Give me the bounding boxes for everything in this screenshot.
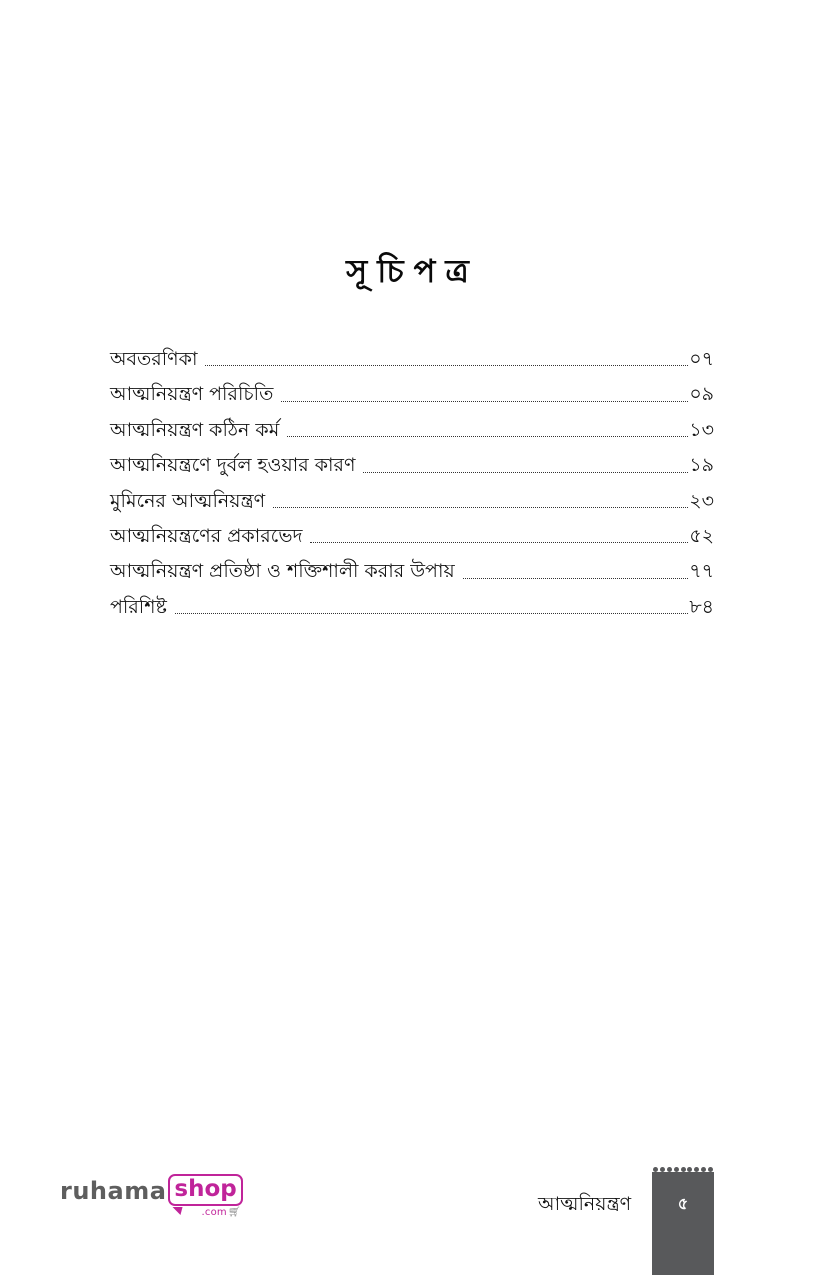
dot-leader (287, 436, 688, 437)
logo-text-ruhama: ruhama (60, 1177, 167, 1205)
toc-entry-page: ২৩ (689, 489, 714, 512)
toc-entry[interactable] (110, 554, 714, 589)
toc-entry-page: ৭৭ (689, 560, 714, 583)
toc-entry-label: আত্মনিয়ন্ত্রণ পরিচিতি (110, 383, 274, 406)
toc-entry[interactable] (110, 377, 714, 412)
toc-entry-page: ০৭ (689, 348, 714, 370)
ruhamashop-logo (60, 1174, 243, 1222)
toc-entry[interactable] (110, 342, 714, 377)
table-of-contents (110, 342, 714, 625)
logo-shop-badge (168, 1174, 242, 1218)
dot-leader (273, 507, 688, 508)
dot-leader (363, 472, 688, 473)
cart-icon: 🛒︎ (227, 1207, 241, 1218)
page-title: সূচিপত্র (346, 252, 479, 291)
toc-entry[interactable] (110, 484, 714, 519)
dot-leader (281, 401, 688, 402)
toc-entry-page: ৫২ (689, 524, 714, 547)
toc-entry[interactable] (110, 448, 714, 483)
dot-leader (310, 542, 688, 543)
dot-leader (463, 578, 689, 579)
logo-text-com: .com (201, 1207, 227, 1218)
logo-domain-suffix (202, 1207, 241, 1218)
toc-entry-label: পরিশিষ্ট (110, 595, 167, 618)
toc-entry-label: মুমিনের আত্মনিয়ন্ত্রণ (110, 489, 266, 512)
toc-entry[interactable] (110, 519, 714, 554)
dot-leader (175, 613, 688, 614)
toc-entry-label: আত্মনিয়ন্ত্রণের প্রকারভেদ (110, 524, 303, 547)
speech-bubble-tail-icon (173, 1207, 186, 1215)
toc-entry-page: ৮৪ (689, 595, 714, 618)
toc-entry-page: ১৯ (689, 454, 714, 477)
toc-entry-label: আত্মনিয়ন্ত্রণ কঠিন কর্ম (110, 418, 280, 441)
running-book-title: আত্মনিয়ন্ত্রণ (538, 1193, 632, 1215)
page-number: ৫ (677, 1194, 689, 1213)
toc-entry-label: অবতরণিকা (110, 348, 198, 370)
toc-entry[interactable] (110, 590, 714, 625)
toc-entry-page: ০৯ (689, 383, 714, 406)
dot-leader (205, 365, 688, 366)
logo-text-shop: shop (168, 1174, 242, 1206)
toc-entry-label: আত্মনিয়ন্ত্রণ প্রতিষ্ঠা ও শক্তিশালী করার উপায় (110, 560, 455, 583)
toc-entry-page: ১৩ (689, 418, 714, 441)
toc-entry[interactable] (110, 413, 714, 448)
page-number-tab (652, 1172, 714, 1275)
toc-entry-label: আত্মনিয়ন্ত্রণে দুর্বল হওয়ার কারণ (110, 454, 356, 477)
